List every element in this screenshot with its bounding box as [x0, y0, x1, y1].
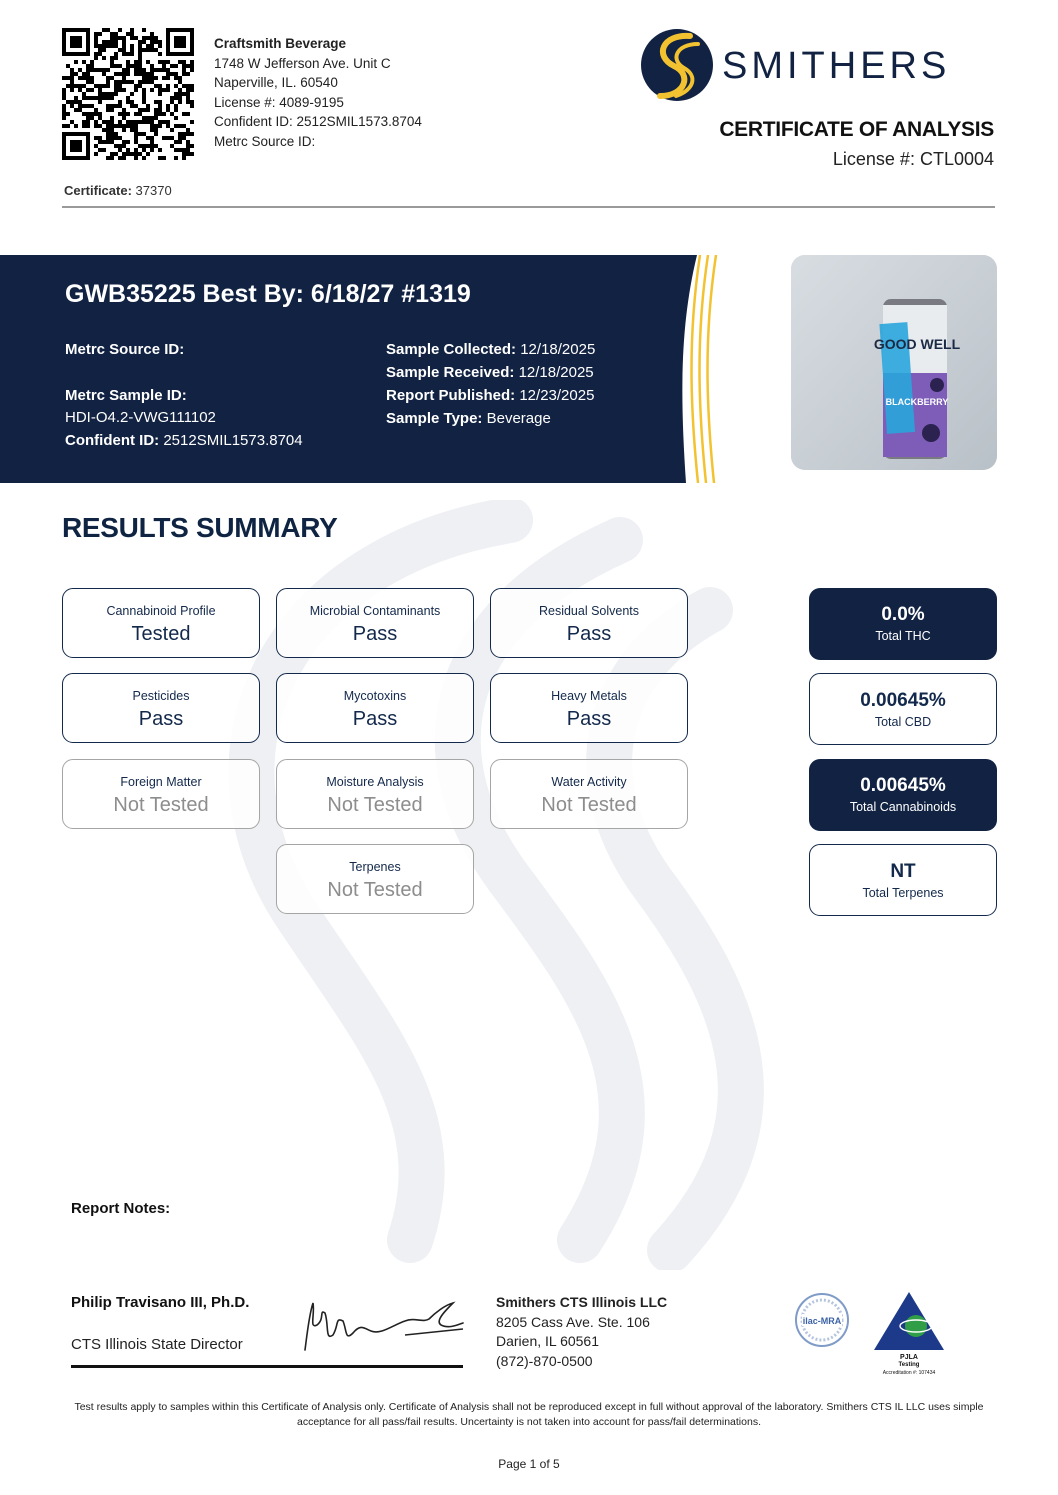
result-card-status: Pass	[352, 708, 398, 730]
result-card	[276, 844, 474, 914]
published-label: Report Published:	[386, 387, 516, 404]
signer-name: Philip Travisano III, Ph.D.	[71, 1294, 250, 1311]
total-label: Total Cannabinoids	[849, 800, 957, 814]
result-card-name: Terpenes	[349, 860, 401, 874]
total-value: 0.00645%	[860, 775, 946, 796]
result-card	[276, 673, 474, 743]
confident-id-label: Confident ID:	[65, 431, 160, 449]
client-address-line2: Naperville, IL. 60540	[214, 75, 338, 91]
certificate-label: Certificate:	[64, 183, 132, 198]
pjla-text: PJLA	[900, 1354, 918, 1361]
signature-line	[71, 1365, 463, 1368]
result-card-status: Not Tested	[541, 794, 637, 816]
certificate-value: 37370	[135, 183, 172, 198]
results-summary-title: RESULTS SUMMARY	[62, 512, 338, 543]
total-card	[809, 844, 997, 916]
ilac-mra-logo	[794, 1292, 850, 1348]
result-card	[62, 588, 260, 658]
collected-value: 12/18/2025	[520, 341, 596, 358]
result-card-name: Moisture Analysis	[326, 775, 424, 789]
result-card-name: Heavy Metals	[551, 689, 627, 703]
metrc-source-label: Metrc Source ID:	[65, 341, 185, 358]
logo-wordmark: SMITHERS	[722, 45, 951, 87]
result-card-status: Not Tested	[327, 879, 423, 901]
sample-type-label: Sample Type:	[386, 409, 483, 427]
total-value: 0.00645%	[860, 690, 946, 711]
pjla-logo	[870, 1288, 948, 1376]
total-label: Total CBD	[874, 715, 932, 729]
signer-role: CTS Illinois State Director	[71, 1336, 243, 1353]
pjla-accreditation-number: Accreditation #: 107434	[882, 1370, 936, 1376]
result-card-status: Pass	[566, 708, 612, 730]
received-value: 12/18/2025	[518, 363, 594, 381]
page-number: Page 1 of 5	[498, 1457, 560, 1471]
result-card	[62, 673, 260, 743]
sample-title: GWB35225 Best By: 6/18/27 #1319	[65, 280, 471, 308]
confident-id-value: 2512SMIL1573.8704	[163, 431, 303, 449]
sample-photo	[791, 255, 997, 470]
client-license: License #: 4089-9195	[214, 94, 344, 110]
qr-code	[62, 28, 194, 160]
total-value: 0.0%	[881, 604, 925, 625]
result-card-name: Foreign Matter	[120, 775, 202, 789]
result-card-status: Pass	[138, 708, 184, 730]
lab-name: Smithers CTS Illinois LLC	[496, 1294, 668, 1310]
header-divider	[62, 206, 995, 208]
result-card-name: Residual Solvents	[538, 604, 640, 618]
lab-info	[496, 1293, 667, 1371]
result-card	[62, 759, 260, 829]
client-name: Craftsmith Beverage	[214, 36, 347, 51]
result-card	[490, 673, 688, 743]
result-card-name: Cannabinoid Profile	[106, 604, 216, 618]
total-card	[809, 673, 997, 745]
sample-dates	[386, 339, 595, 430]
result-card-name: Mycotoxins	[343, 689, 407, 703]
metrc-sample-label: Metrc Sample ID:	[65, 386, 187, 404]
lab-address-line1: 8205 Cass Ave. Ste. 106	[496, 1313, 650, 1330]
result-card	[490, 759, 688, 829]
ilac-text: ilac-MRA	[802, 1316, 842, 1326]
client-address-line1: 1748 W Jefferson Ave. Unit C	[214, 55, 391, 71]
result-card-name: Water Activity	[551, 775, 627, 789]
certificate-number	[64, 183, 172, 198]
smithers-logo	[640, 26, 1000, 106]
sample-type-value: Beverage	[486, 409, 551, 427]
result-card-status: Pass	[566, 623, 612, 645]
total-label: Total Terpenes	[862, 886, 944, 900]
received-label: Sample Received:	[386, 363, 515, 381]
result-card	[276, 588, 474, 658]
lab-license: License #: CTL0004	[832, 149, 994, 169]
lab-address-line2: Darien, IL 60561	[496, 1333, 599, 1350]
result-card-status: Not Tested	[113, 794, 209, 816]
client-confident-id: Confident ID: 2512SMIL1573.8704	[214, 114, 422, 130]
total-card	[809, 759, 997, 831]
result-card	[276, 759, 474, 829]
total-card	[809, 588, 997, 660]
collected-label: Sample Collected:	[386, 341, 517, 358]
result-card-status: Not Tested	[327, 794, 423, 816]
result-card-name: Microbial Contaminants	[309, 604, 441, 618]
client-metrc-source: Metrc Source ID:	[214, 133, 316, 149]
client-info	[214, 34, 422, 152]
result-card-status: Tested	[131, 623, 191, 645]
report-notes-label: Report Notes:	[71, 1200, 171, 1217]
can-flavor: BLACKBERRY	[885, 397, 949, 407]
total-value: NT	[890, 861, 916, 882]
can-brand: GOOD WELL	[873, 336, 961, 352]
total-label: Total THC	[875, 629, 931, 643]
handwritten-signature	[295, 1295, 465, 1357]
published-value: 12/23/2025	[519, 387, 595, 404]
lab-phone: (872)-870-0500	[496, 1352, 593, 1369]
document-title: CERTIFICATE OF ANALYSIS	[719, 118, 994, 141]
result-card-name: Pesticides	[132, 689, 190, 703]
pjla-sub: Testing	[898, 1362, 920, 1368]
metrc-sample-value: HDI-O4.2-VWG111102	[65, 409, 216, 426]
sample-ids	[65, 339, 303, 452]
result-card-status: Pass	[352, 623, 398, 645]
disclaimer: Test results apply to samples within this Certificate of Analysis only. Certificate of Analysis shall not be reproduced except in full without approval of the laboratory. Smithers CTS IL LLC uses simple acceptance for all pass/fail results. Uncertainty is not taken into account for pass/fail determinations.	[74, 1401, 984, 1428]
result-card	[490, 588, 688, 658]
